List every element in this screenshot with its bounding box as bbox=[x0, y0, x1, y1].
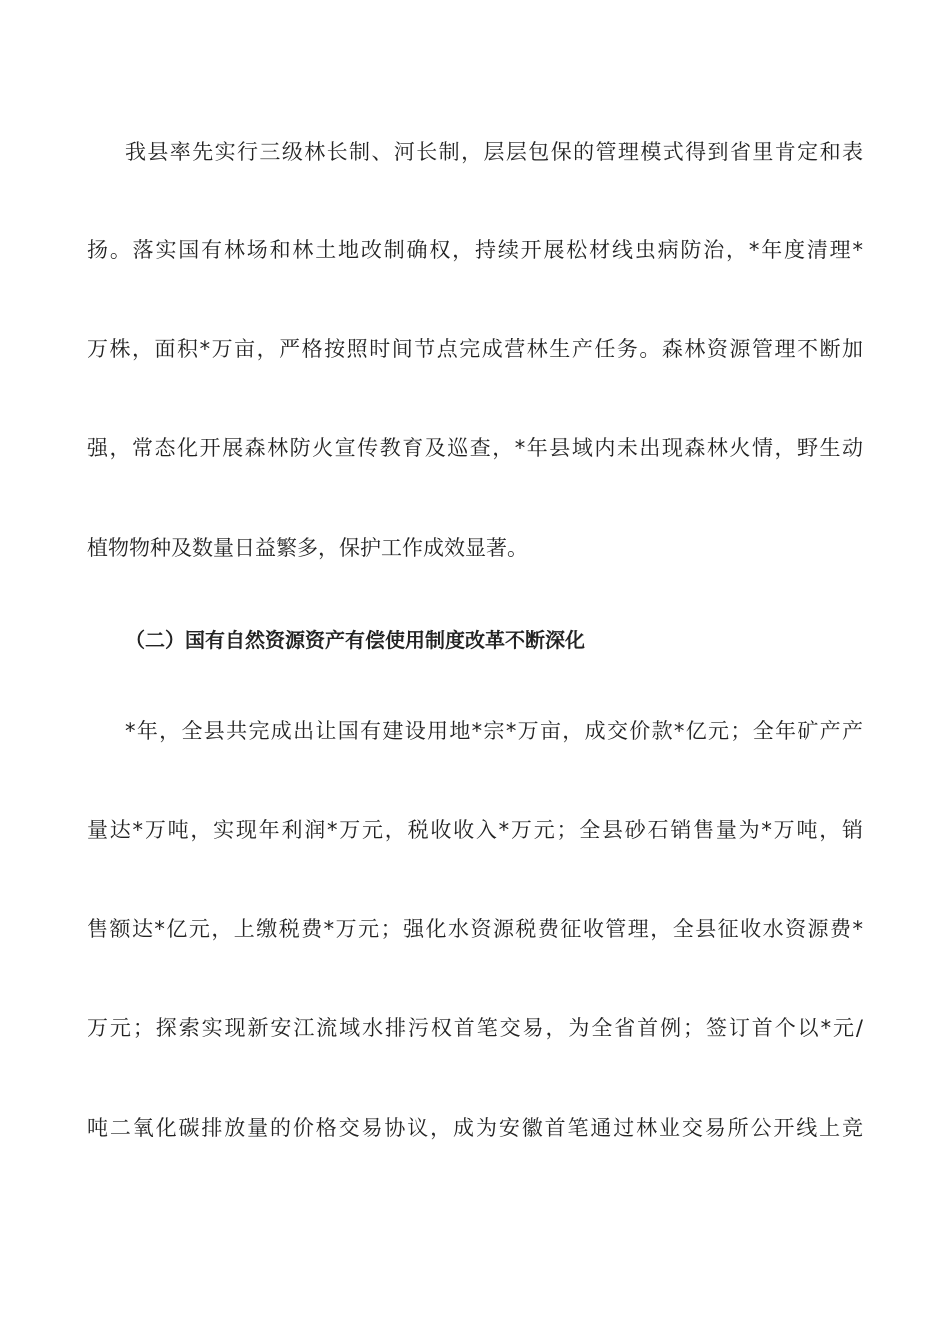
paragraph-line: *年，全县共完成出让国有建设用地*宗*万亩，成交价款*亿元；全年矿产产 bbox=[125, 719, 863, 743]
paragraph-line: 扬。落实国有林场和林土地改制确权，持续开展松材线虫病防治，*年度清理* bbox=[87, 238, 863, 262]
paragraph-line: 量达*万吨，实现年利润*万元，税收收入*万元；全县砂石销售量为*万吨，销 bbox=[87, 818, 863, 842]
paragraph-line: 万元；探索实现新安江流域水排污权首笔交易，为全省首例；签订首个以*元/ bbox=[87, 1016, 863, 1040]
paragraph-line: 吨二氧化碳排放量的价格交易协议，成为安徽首笔通过林业交易所公开线上竞 bbox=[87, 1116, 863, 1140]
paragraph-line: 售额达*亿元，上缴税费*万元；强化水资源税费征收管理，全县征收水资源费* bbox=[87, 917, 863, 941]
paragraph-line: 强，常态化开展森林防火宣传教育及巡查，*年县域内未出现森林火情，野生动 bbox=[87, 436, 863, 460]
paragraph-line: 万株，面积*万亩，严格按照时间节点完成营林生产任务。森林资源管理不断加 bbox=[87, 337, 863, 361]
paragraph-line: 我县率先实行三级林长制、河长制，层层包保的管理模式得到省里肯定和表 bbox=[125, 140, 863, 164]
section-heading: （二）国有自然资源资产有偿使用制度改革不断深化 bbox=[125, 628, 585, 652]
paragraph-line: 植物物种及数量日益繁多，保护工作成效显著。 bbox=[87, 536, 528, 560]
